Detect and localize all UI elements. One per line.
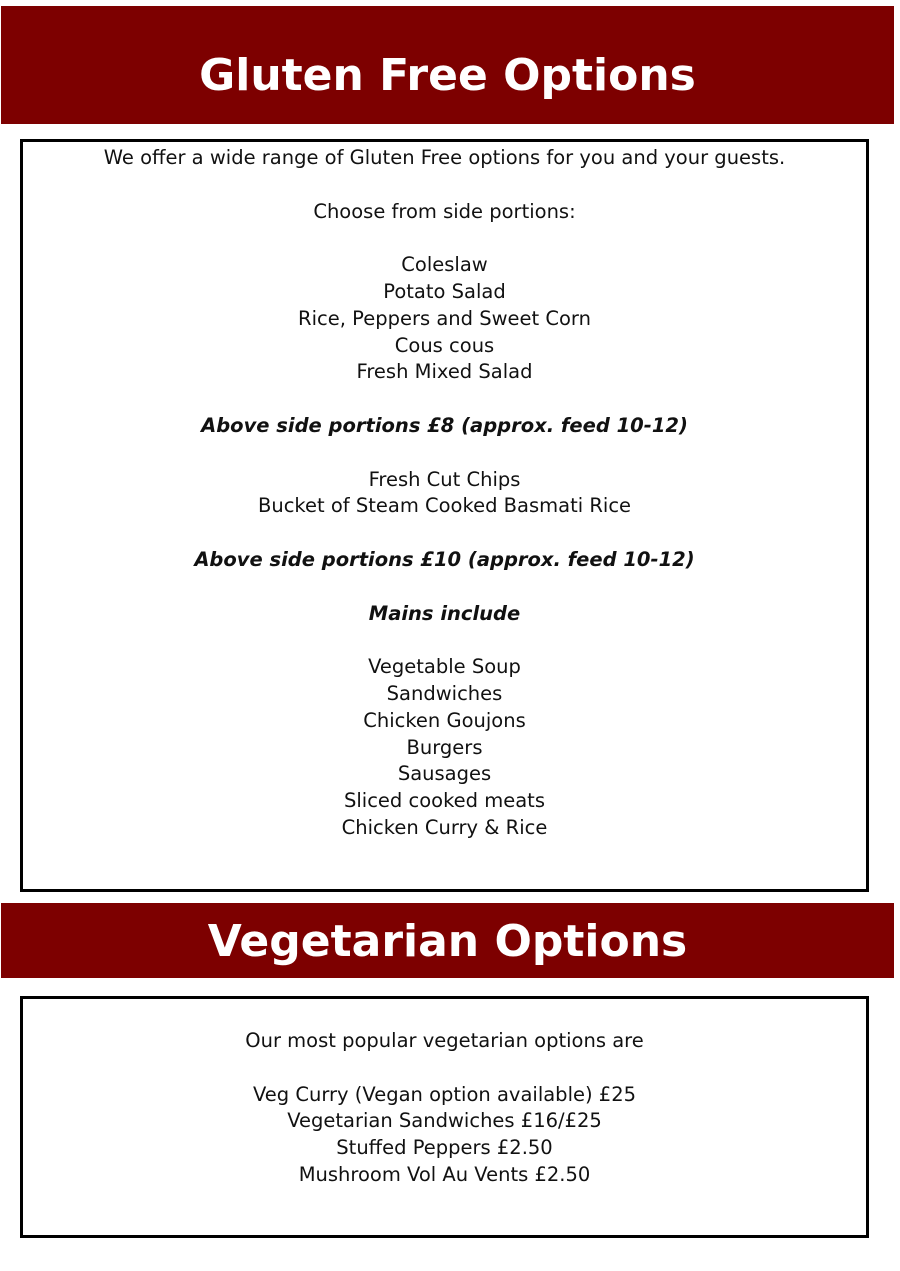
list-item: Vegetable Soup xyxy=(368,655,521,679)
list-item: Potato Salad xyxy=(383,279,506,303)
list-item: Fresh Cut Chips xyxy=(368,467,521,491)
list-item: Vegetarian Sandwiches £16/£25 xyxy=(287,1109,602,1133)
sides-group-2-price: Above side portions £10 (approx. feed 10-12) xyxy=(194,547,695,571)
list-item: Sliced cooked meats xyxy=(343,789,545,813)
gluten-free-section xyxy=(20,139,869,892)
list-item: Cous cous xyxy=(394,333,495,357)
list-item: Chicken Goujons xyxy=(363,708,526,732)
sides-group-1-price: Above side portions £8 (approx. feed 10-12) xyxy=(201,413,688,437)
gluten-free-intro: We offer a wide range of Gluten Free options for you and your guests. xyxy=(103,146,786,169)
sides-group-2-list xyxy=(23,467,866,521)
sides-heading: Choose from side portions: xyxy=(313,199,576,223)
vegetarian-list xyxy=(23,1082,866,1189)
gluten-free-title: Gluten Free Options xyxy=(1,6,894,124)
list-item: Mushroom Vol Au Vents £2.50 xyxy=(298,1162,591,1186)
vegetarian-section xyxy=(20,996,869,1238)
sides-group-1-list xyxy=(23,252,866,386)
mains-list xyxy=(23,654,866,842)
list-item: Stuffed Peppers £2.50 xyxy=(336,1136,553,1160)
list-item: Chicken Curry & Rice xyxy=(341,815,548,839)
mains-heading: Mains include xyxy=(368,601,521,625)
list-item: Sausages xyxy=(397,762,492,786)
vegetarian-intro: Our most popular vegetarian options are xyxy=(245,1029,644,1052)
list-item: Sandwiches xyxy=(386,681,503,705)
list-item: Burgers xyxy=(406,735,483,759)
list-item: Fresh Mixed Salad xyxy=(356,360,533,384)
list-item: Bucket of Steam Cooked Basmati Rice xyxy=(257,494,632,518)
list-item: Coleslaw xyxy=(401,253,488,277)
list-item: Rice, Peppers and Sweet Corn xyxy=(298,306,591,330)
vegetarian-title: Vegetarian Options xyxy=(1,903,894,978)
list-item: Veg Curry (Vegan option available) £25 xyxy=(252,1082,637,1106)
